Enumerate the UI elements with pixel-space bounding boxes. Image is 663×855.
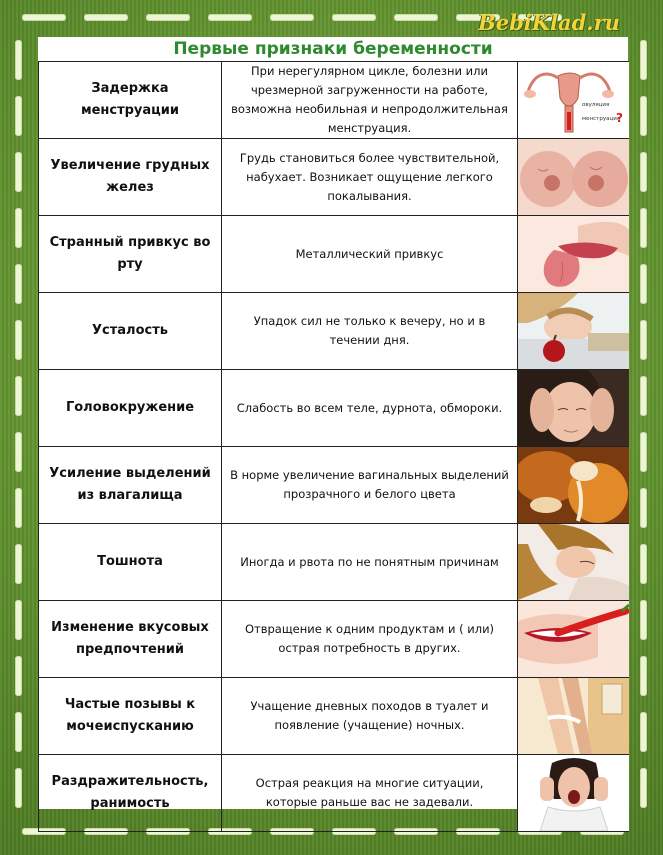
symptom-cell: Увеличение грудных желез xyxy=(39,139,222,216)
table-row xyxy=(39,601,629,678)
border-dash xyxy=(15,40,22,80)
border-dash xyxy=(640,208,647,248)
symptom-cell: Изменение вкусовых предпочтений xyxy=(39,601,222,678)
description-cell: При нерегулярном цикле, болезни или чрезмерной загруженности на работе, возможна необильная и непродолжительная менструация. xyxy=(222,62,518,139)
site-logo[interactable]: BebiKlad.ru xyxy=(478,10,620,35)
symptom-cell: Усталость xyxy=(39,293,222,370)
border-dash xyxy=(15,656,22,696)
border-dash xyxy=(84,14,128,21)
table-row xyxy=(39,524,629,601)
table-row xyxy=(39,678,629,755)
headache-woman-image xyxy=(518,370,629,446)
border-dash xyxy=(15,320,22,360)
symptom-cell: Тошнота xyxy=(39,524,222,601)
border-dash xyxy=(270,14,314,21)
table-row xyxy=(39,447,629,524)
screaming-woman-image xyxy=(518,755,629,831)
chili-mouth-image xyxy=(518,601,629,677)
table-row xyxy=(39,755,629,832)
table-row xyxy=(39,62,629,139)
image-cell xyxy=(518,216,629,293)
tired-woman-image xyxy=(518,293,629,369)
border-dash xyxy=(640,152,647,192)
description-cell: В норме увеличение вагинальных выделений прозрачного и белого цвета xyxy=(222,447,518,524)
image-cell xyxy=(518,139,629,216)
border-dash xyxy=(15,544,22,584)
symptom-cell: Задержка менструации xyxy=(39,62,222,139)
border-dash xyxy=(640,432,647,472)
border-dash xyxy=(15,488,22,528)
right-border-dashes xyxy=(640,0,650,855)
symptom-cell: Головокружение xyxy=(39,370,222,447)
symptom-cell: Странный привкус во рту xyxy=(39,216,222,293)
description-cell: Слабость во всем теле, дурнота, обмороки. xyxy=(222,370,518,447)
image-cell xyxy=(518,524,629,601)
border-dash xyxy=(640,712,647,752)
symptom-cell: Раздражительность, ранимость xyxy=(39,755,222,832)
border-dash xyxy=(22,14,66,21)
breasts-image xyxy=(518,139,629,215)
border-dash xyxy=(640,656,647,696)
uterus-label-ovulation: овуляция xyxy=(582,102,610,108)
info-sheet xyxy=(38,37,628,809)
border-dash xyxy=(394,14,438,21)
border-dash xyxy=(640,544,647,584)
border-dash xyxy=(15,432,22,472)
tongue-image xyxy=(518,216,629,292)
table-row xyxy=(39,370,629,447)
image-cell xyxy=(518,755,629,832)
image-cell xyxy=(518,601,629,678)
border-dash xyxy=(15,96,22,136)
border-dash xyxy=(332,14,376,21)
description-cell: Металлический привкус xyxy=(222,216,518,293)
uterus-question-mark: ? xyxy=(616,111,623,125)
border-dash xyxy=(640,768,647,808)
border-dash xyxy=(640,96,647,136)
border-dash xyxy=(640,376,647,416)
symptoms-table xyxy=(38,61,629,832)
image-cell xyxy=(518,447,629,524)
nausea-woman-image xyxy=(518,524,629,600)
border-dash xyxy=(15,376,22,416)
image-cell xyxy=(518,370,629,447)
table-row xyxy=(39,139,629,216)
description-cell: Упадок сил не только к вечеру, но и в течении дня. xyxy=(222,293,518,370)
description-cell: Отвращение к одним продуктам и ( или) острая потребность в других. xyxy=(222,601,518,678)
table-row xyxy=(39,216,629,293)
page-title: Первые признаки беременности xyxy=(173,39,493,59)
border-dash xyxy=(15,712,22,752)
uterus-diagram-icon xyxy=(518,62,629,138)
border-dash xyxy=(15,768,22,808)
border-dash xyxy=(15,152,22,192)
table-row xyxy=(39,293,629,370)
border-dash xyxy=(640,320,647,360)
description-cell: Острая реакция на многие ситуации, которые раньше вас не задевали. xyxy=(222,755,518,832)
border-dash xyxy=(208,14,252,21)
border-dash xyxy=(640,40,647,80)
border-dash xyxy=(640,600,647,640)
description-cell: Учащение дневных походов в туалет и появление (учащение) ночных. xyxy=(222,678,518,755)
image-cell xyxy=(518,678,629,755)
symptom-cell: Частые позывы к мочеиспусканию xyxy=(39,678,222,755)
left-border-dashes xyxy=(15,0,25,855)
border-dash xyxy=(15,264,22,304)
symptom-cell: Усиление выделений из влагалища xyxy=(39,447,222,524)
discharge-image xyxy=(518,447,629,523)
border-dash xyxy=(146,14,190,21)
toilet-legs-image xyxy=(518,678,629,754)
description-cell: Грудь становиться более чувствительной, набухает. Возникает ощущение легкого покалывания. xyxy=(222,139,518,216)
image-cell xyxy=(518,62,629,139)
border-dash xyxy=(640,264,647,304)
image-cell xyxy=(518,293,629,370)
border-dash xyxy=(15,208,22,248)
description-cell: Иногда и рвота по не понятным причинам xyxy=(222,524,518,601)
uterus-label-menstruation: менструация xyxy=(582,116,621,122)
border-dash xyxy=(15,600,22,640)
border-dash xyxy=(640,488,647,528)
